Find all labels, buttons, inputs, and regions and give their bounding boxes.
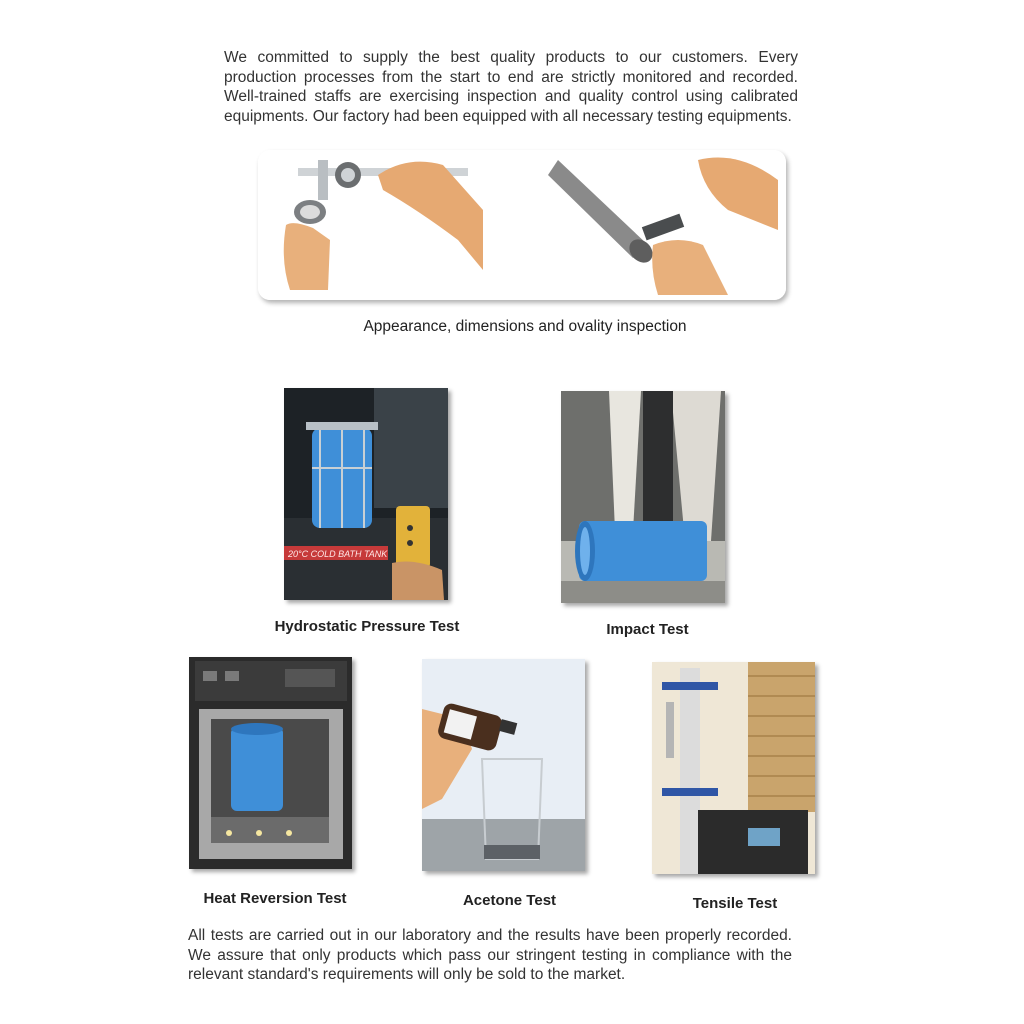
inspection-photo [258,150,786,300]
heat-reversion-test-caption: Heat Reversion Test [203,890,347,907]
inspection-caption: Appearance, dimensions and ovality inspection [363,318,687,335]
outro-paragraph: All tests are carried out in our laboratory and the results have been properly recorded. We assure that only products which pass our stringent testing in compliance with the relevant standard's requirements will only be sold to the market. [188,927,792,983]
acetone-test-caption: Acetone Test [462,892,557,909]
impact-test-caption: Impact Test [606,621,689,638]
intro-paragraph: We committed to supply the best quality products to our customers. Every production processes from the start to end are strictly monitored and recorded. Well-trained staffs are exercising inspection and quality control using calibrated equipments. Our factory had been equipped with all necessary testing equipments. [224,49,798,125]
impact-test-photo [561,391,725,603]
cold-bath-tank-label: 20°C COLD BATH TANK [288,549,388,559]
heat-reversion-test-photo [189,657,352,869]
hydrostatic-pressure-test-photo [284,388,448,600]
hydrostatic-pressure-test-caption: Hydrostatic Pressure Test [274,618,460,635]
acetone-test-photo [422,659,585,871]
tensile-test-caption: Tensile Test [692,895,778,912]
tensile-test-photo [652,662,815,874]
